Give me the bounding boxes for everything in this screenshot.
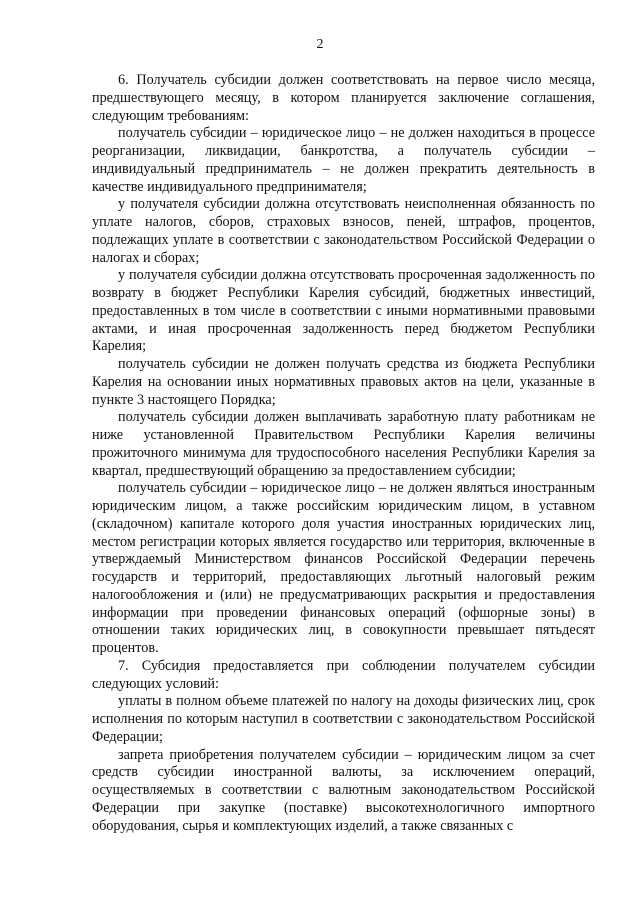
paragraph-tax-obligations: у получателя субсидии должна отсутствовать неисполненная обязанность по уплате налогов, сборов, страховых взносов, пеней, штрафов, процентов, подлежащих уплате в соответствии с законодательством Российской Федерации о налогах и сборах; bbox=[92, 196, 595, 266]
paragraph-income-tax: уплаты в полном объеме платежей по налогу на доходы физических лиц, срок исполнения по которым наступил в соответствии с законодательством Российской Федерации; bbox=[92, 693, 595, 745]
paragraph-foreign-entity: получатель субсидии – юридическое лицо – не должен являться иностранным юридическим лицом, а также российским юридическим лицом, в уставном (складочном) капитале которого доля участия иностранных юридических лиц, местом регистрации которых является государство или территория, включенные в утверждаемый Министерством финансов Российской Федерации перечень государств и территорий, предоставляющих льготный налоговый режим налогообложения и (или) не предусматривающих раскрытия и предоставления информации при проведении финансовых операций (офшорные зоны) в отношении таких юридических лиц, в совокупности превышает пятьдесят процентов. bbox=[92, 480, 595, 656]
paragraph-6-intro: 6. Получатель субсидии должен соответствовать на первое число месяца, предшествующего месяцу, в котором планируется заключение соглашения, следующим требованиям: bbox=[92, 72, 595, 124]
paragraph-overdue-debt: у получателя субсидии должна отсутствовать просроченная задолженность по возврату в бюджет Республики Карелия субсидий, бюджетных инвестиций, предоставленных в том числе в соответствии с иными нормативными правовыми актами, и иная просроченная задолженность перед бюджетом Республики Карелия; bbox=[92, 267, 595, 355]
paragraph-currency-ban: запрета приобретения получателем субсидии – юридическим лицом за счет средств субсидии иностранной валюты, за исключением операций, осуществляемых в соответствии с валютным законодательством Российской Федерации при закупке (поставке) высокотехнологичного импортного оборудования, сырья и комплектующих изделий, а также связанных с bbox=[92, 746, 595, 834]
document-body bbox=[92, 72, 595, 835]
paragraph-reorganization: получатель субсидии – юридическое лицо – не должен находиться в процессе реорганизации, ликвидации, банкротства, а получатель субсидии – индивидуальный предприниматель – не должен прекратить деятельность в качестве индивидуального предпринимателя; bbox=[92, 125, 595, 195]
page-number: 2 bbox=[316, 37, 324, 52]
paragraph-wages: получатель субсидии должен выплачивать заработную плату работникам не ниже установленной Правительством Республики Карелия величины прожиточного минимума для трудоспособного населения Республики Карелия за квартал, предшествующий обращению за предоставлением субсидии; bbox=[92, 409, 595, 479]
paragraph-other-funds: получатель субсидии не должен получать средства из бюджета Республики Карелия на основании иных нормативных правовых актов на цели, указанные в пункте 3 настоящего Порядка; bbox=[92, 356, 595, 408]
paragraph-7-intro: 7. Субсидия предоставляется при соблюдении получателем субсидии следующих условий: bbox=[92, 657, 595, 692]
